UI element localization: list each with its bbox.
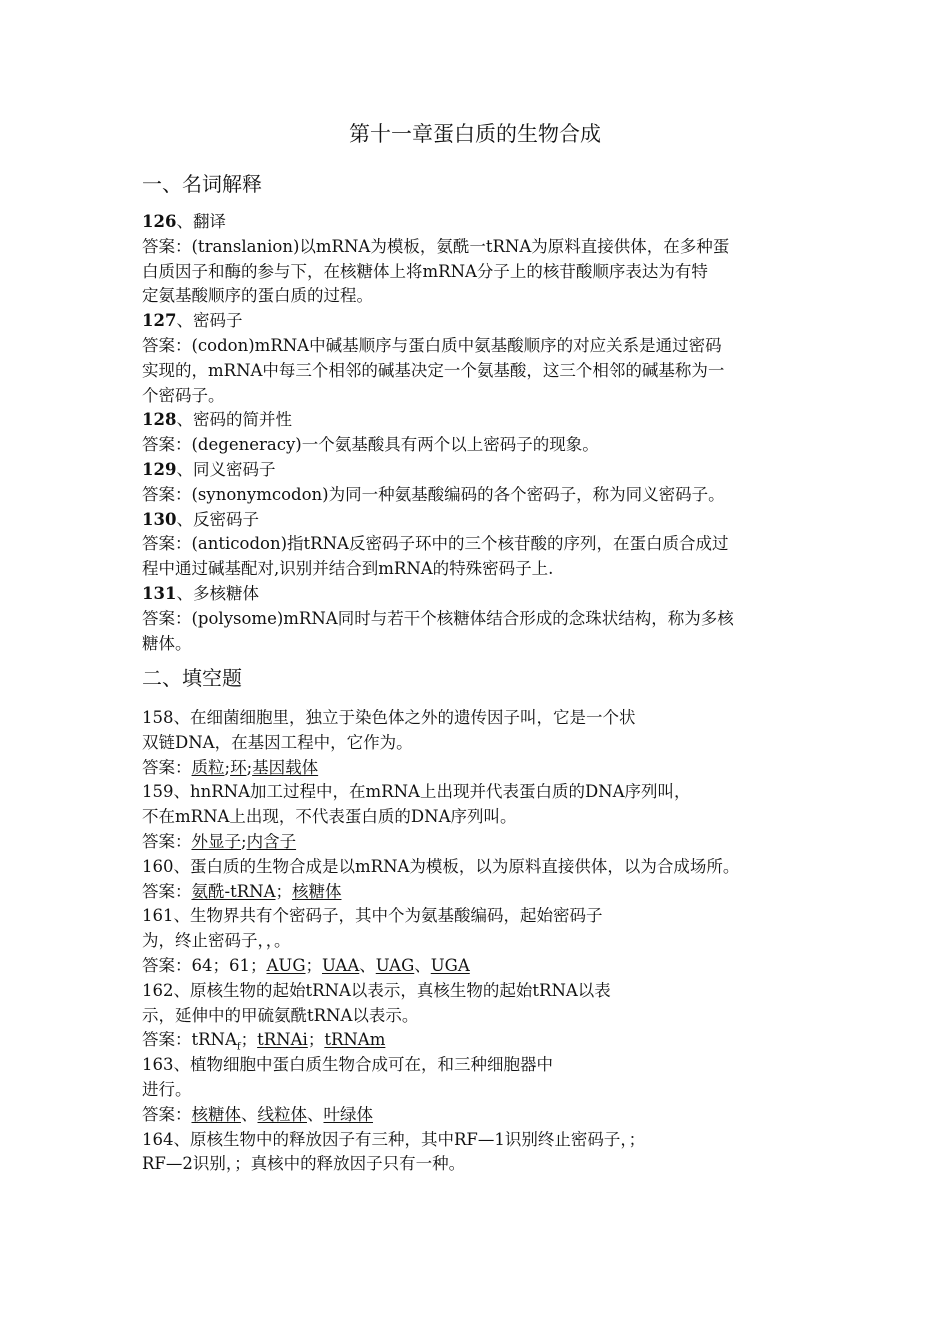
answer-subscript: f (236, 1041, 241, 1053)
answer-line (142, 954, 822, 979)
answer-prefix: 答案： (142, 757, 192, 777)
question-line: 162、原核生物的起始tRNA以表示，真核生物的起始tRNA以表 (142, 980, 611, 1000)
answer-blank: UAG (375, 955, 415, 975)
term-label: 、多核糖体 (176, 583, 259, 603)
answer-line (142, 756, 822, 781)
answer-prefix: 答案： (142, 881, 192, 901)
definition-line: 个密码子。 (142, 385, 225, 405)
answer-blank: 质粒 (191, 757, 225, 777)
term-label: 、密码的简并性 (176, 410, 292, 430)
term-label: 、反密码子 (176, 509, 259, 529)
answer-prefix: 答案： (142, 831, 192, 851)
term-label: 、翻译 (176, 212, 226, 231)
answer-blank: 外显子 (191, 831, 241, 851)
answer-prefix: 答案： (142, 955, 192, 975)
answer-separator: 、 (241, 1104, 258, 1124)
answer-line (142, 880, 822, 905)
definition-line: 答案：(degeneracy)一个氨基酸具有两个以上密码子的现象。 (142, 435, 599, 455)
question-line: 158、在细菌细胞里，独立于染色体之外的遗传因子叫，它是一个状 (142, 708, 636, 727)
question-line: RF—2识别，；真核中的释放因子只有一种。 (142, 1154, 466, 1174)
definition-line: 答案：(polysome)mRNA同时与若干个核糖体结合形成的念珠状结构，称为多核 (142, 608, 734, 628)
answer-separator: 、 (414, 955, 431, 975)
definition-line: 白质因子和酶的参与下，在核糖体上将mRNA分子上的核苷酸顺序表达为有特 (142, 261, 708, 281)
answer-separator: ; (241, 831, 247, 851)
question-line: 不在mRNA上出现，不代表蛋白质的DNA序列叫。 (142, 807, 517, 827)
definition-line: 实现的，mRNA中每三个相邻的碱基决定一个氨基酸，这三个相邻的碱基称为一 (142, 360, 725, 380)
question-line: 双链DNA，在基因工程中，它作为。 (142, 732, 413, 752)
answer-blank: 环 (230, 757, 247, 777)
answer-blank: UGA (430, 955, 470, 975)
answer-prefix: 答案： (142, 1104, 192, 1124)
term-number: 130 (142, 509, 177, 529)
answer-blank: AUG (266, 955, 306, 975)
question-line: 161、生物界共有个密码子，其中个为氨基酸编码，起始密码子 (142, 906, 603, 926)
fill-in-list (142, 706, 822, 1177)
definitions-list (142, 210, 822, 656)
answer-plain: tRNA (191, 1030, 237, 1050)
question-line: 164、原核生物中的释放因子有三种，其中RF—1识别终止密码子，； (142, 1129, 646, 1149)
answer-separator: ; (224, 757, 231, 777)
term-heading (142, 309, 822, 334)
term-number: 128 (142, 410, 177, 430)
answer-line (142, 830, 822, 855)
question-line: 163、植物细胞中蛋白质生物合成可在，和三种细胞器中 (142, 1055, 553, 1075)
answer-line (142, 1028, 822, 1053)
question-line: 进行。 (142, 1079, 192, 1099)
section-heading-definitions: 一、名词解释 (142, 172, 262, 196)
definition-line: 程中通过碱基配对,识别并结合到mRNA的特殊密码子上. (142, 559, 554, 579)
question-line: 160、蛋白质的生物合成是以mRNA为模板，以为原料直接供体，以为合成场所。 (142, 856, 740, 876)
answer-separator: ； (305, 955, 323, 975)
term-number: 126 (142, 212, 177, 231)
term-label: 、同义密码子 (176, 459, 276, 479)
answer-separator: 、 (307, 1104, 324, 1124)
question-line: 159、hnRNA加工过程中，在mRNA上出现并代表蛋白质的DNA序列叫， (142, 782, 691, 802)
definition-line: 答案：(anticodon)指tRNA反密码子环中的三个核苷酸的序列，在蛋白质合成过 (142, 534, 729, 554)
answer-blank: 基因载体 (252, 757, 319, 777)
term-heading (142, 582, 822, 607)
term-number: 127 (142, 311, 177, 331)
answer-blank: UAA (322, 955, 360, 975)
answer-blank: 叶绿体 (323, 1104, 373, 1124)
answer-blank: 核糖体 (191, 1104, 241, 1124)
term-heading (142, 408, 822, 433)
answer-line (142, 1103, 822, 1128)
answer-separator: 、 (359, 955, 376, 975)
definition-line: 答案：(translanion)以mRNA为模板，氨酰一tRNA为原料直接供体，在多种蛋 (142, 236, 730, 256)
question-line: 为，终止密码子，，。 (142, 931, 291, 951)
answer-blank: 线粒体 (257, 1104, 307, 1124)
answer-blank: 氨酰-tRNA (191, 881, 276, 901)
answer-blank: tRNAm (324, 1030, 386, 1050)
answer-blank: tRNAi (257, 1030, 308, 1050)
answer-plain: 64；61； (191, 955, 267, 975)
question-line: 示，延伸中的甲硫氨酰tRNA以表示。 (142, 1005, 419, 1025)
term-label: 、密码子 (176, 311, 243, 331)
term-heading (142, 508, 822, 533)
definition-line: 定氨基酸顺序的蛋白质的过程。 (142, 286, 373, 306)
answer-blank: 内含子 (246, 831, 297, 851)
answer-separator: ； (275, 881, 292, 901)
answer-separator: ; (246, 757, 253, 777)
page-title: 第十一章蛋白质的生物合成 (349, 122, 601, 146)
definition-line: 答案：(synonymcodon)为同一种氨基酸编码的各个密码子，称为同义密码子。 (142, 484, 725, 504)
section-heading-fill-in: 二、填空题 (142, 666, 242, 690)
answer-blank: 核糖体 (291, 881, 342, 901)
term-heading (142, 210, 822, 235)
answer-separator: ； (307, 1030, 325, 1050)
definition-line: 答案：(codon)mRNA中碱基顺序与蛋白质中氨基酸顺序的对应关系是通过密码 (142, 335, 722, 355)
term-heading (142, 458, 822, 483)
term-number: 129 (142, 459, 177, 479)
answer-prefix: 答案： (142, 1030, 192, 1050)
answer-separator: ； (240, 1030, 258, 1050)
term-number: 131 (142, 583, 177, 603)
definition-line: 糖体。 (142, 633, 192, 653)
